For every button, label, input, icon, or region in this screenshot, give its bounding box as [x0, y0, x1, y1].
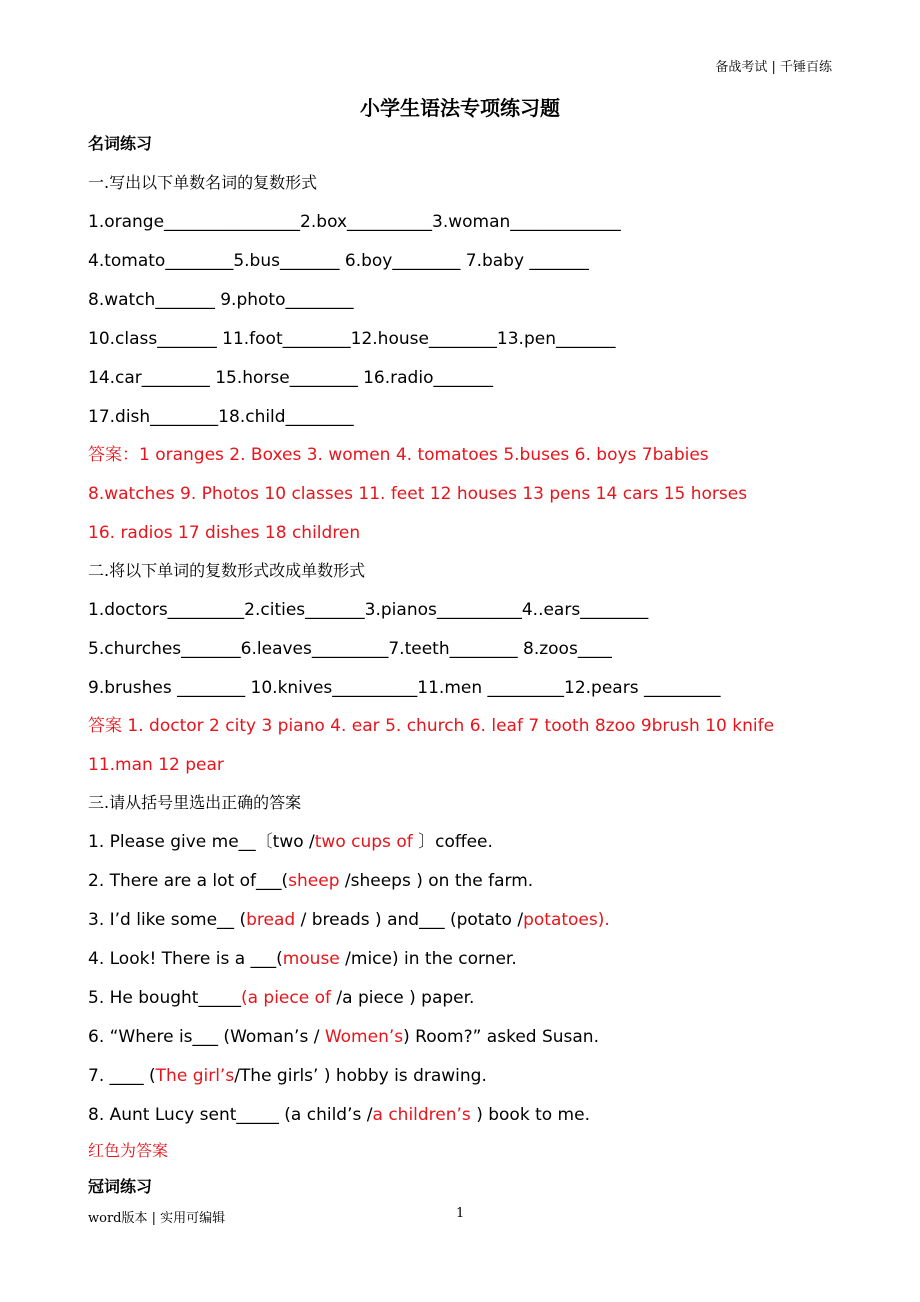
section-heading-articles: 冠词练习: [88, 1177, 153, 1196]
question-1: [88, 830, 493, 854]
answer-highlight: Women’s: [324, 1027, 404, 1047]
answer-line: 答案：1 oranges 2. Boxes 3. women 4. tomatoes 5.buses 6. boys 7babies: [88, 445, 709, 465]
answer-highlight: sheep: [288, 871, 340, 891]
part2-heading: 二.将以下单词的复数形式改成单数形式: [88, 561, 366, 580]
footer-label: word版本 | 实用可编辑: [88, 1211, 226, 1226]
answer-highlight: bread: [246, 910, 296, 930]
part3-heading: 三.请从括号里选出正确的答案: [88, 793, 302, 812]
exercise-row: 8.watch_______ 9.photo________: [88, 290, 354, 310]
question-text: /The girls’ ) hobby is drawing.: [234, 1066, 487, 1086]
question-text: /a piece ) paper.: [331, 988, 475, 1008]
header-slogan: 备战考试 | 千锤百练: [715, 60, 832, 75]
question-3: [88, 908, 610, 932]
question-6: [88, 1025, 599, 1049]
question-text: 〕coffee.: [412, 832, 493, 852]
exercise-row: 10.class_______ 11.foot________12.house________13.pen_______: [88, 329, 616, 349]
answer-highlight: a children’s: [372, 1105, 471, 1125]
question-text: 5. He bought_____: [88, 988, 241, 1008]
answer-highlight: mouse: [282, 949, 340, 969]
part1-heading: 一.写出以下单数名词的复数形式: [88, 173, 318, 192]
page-number: 1: [456, 1206, 465, 1221]
answer-line: 11.man 12 pear: [88, 755, 224, 775]
answer-highlight: two cups of: [314, 832, 413, 852]
answer-line: 8.watches 9. Photos 10 classes 11. feet 12 houses 13 pens 14 cars 15 horses: [88, 484, 748, 504]
answer-highlight: (a piece of: [240, 988, 331, 1008]
answer-highlight: The girl’s: [155, 1066, 235, 1086]
section-heading-nouns: 名词练习: [88, 134, 153, 153]
answer-line: 16. radios 17 dishes 18 children: [88, 523, 361, 543]
question-text: 8. Aunt Lucy sent_____ (a child’s /: [88, 1105, 373, 1125]
exercise-row: 5.churches_______6.leaves_________7.teeth________ 8.zoos____: [88, 639, 612, 659]
question-text: ) book to me.: [470, 1105, 590, 1125]
answer-note: 红色为答案: [88, 1141, 169, 1160]
exercise-row: 9.brushes ________ 10.knives__________11.men _________12.pears _________: [88, 678, 721, 698]
question-4: [88, 947, 517, 971]
question-5: [88, 986, 474, 1010]
answer-highlight: potatoes).: [523, 910, 610, 930]
question-text: 6. “Where is___ (Woman’s /: [88, 1027, 325, 1047]
question-text: 4. Look! There is a ___(: [88, 949, 283, 969]
answer-line: 答案 1. doctor 2 city 3 piano 4. ear 5. church 6. leaf 7 tooth 8zoo 9brush 10 knife: [88, 716, 775, 736]
page-title: 小学生语法专项练习题: [360, 96, 560, 120]
exercise-row: 14.car________ 15.horse________ 16.radio_______: [88, 368, 493, 388]
exercise-row: 4.tomato________5.bus_______ 6.boy________ 7.baby _______: [88, 251, 589, 271]
question-text: ) Room?” asked Susan.: [403, 1027, 599, 1047]
exercise-row: 17.dish________18.child________: [88, 407, 354, 427]
question-text: 3. I’d like some__ (: [88, 910, 247, 930]
exercise-row: 1.orange________________2.box__________3.woman_____________: [88, 212, 621, 232]
question-text: /mice) in the corner.: [339, 949, 517, 969]
exercise-row: 1.doctors_________2.cities_______3.pianos__________4..ears________: [88, 600, 649, 620]
question-8: [88, 1103, 590, 1127]
question-text: 7. ____ (: [88, 1066, 156, 1086]
question-text: /sheeps ) on the farm.: [339, 871, 534, 891]
question-text: / breads ) and___ (potato /: [295, 910, 524, 930]
question-text: 2. There are a lot of___(: [88, 871, 289, 891]
question-7: [88, 1064, 487, 1088]
question-text: 1. Please give me__〔two /: [88, 832, 315, 852]
question-2: [88, 869, 533, 893]
